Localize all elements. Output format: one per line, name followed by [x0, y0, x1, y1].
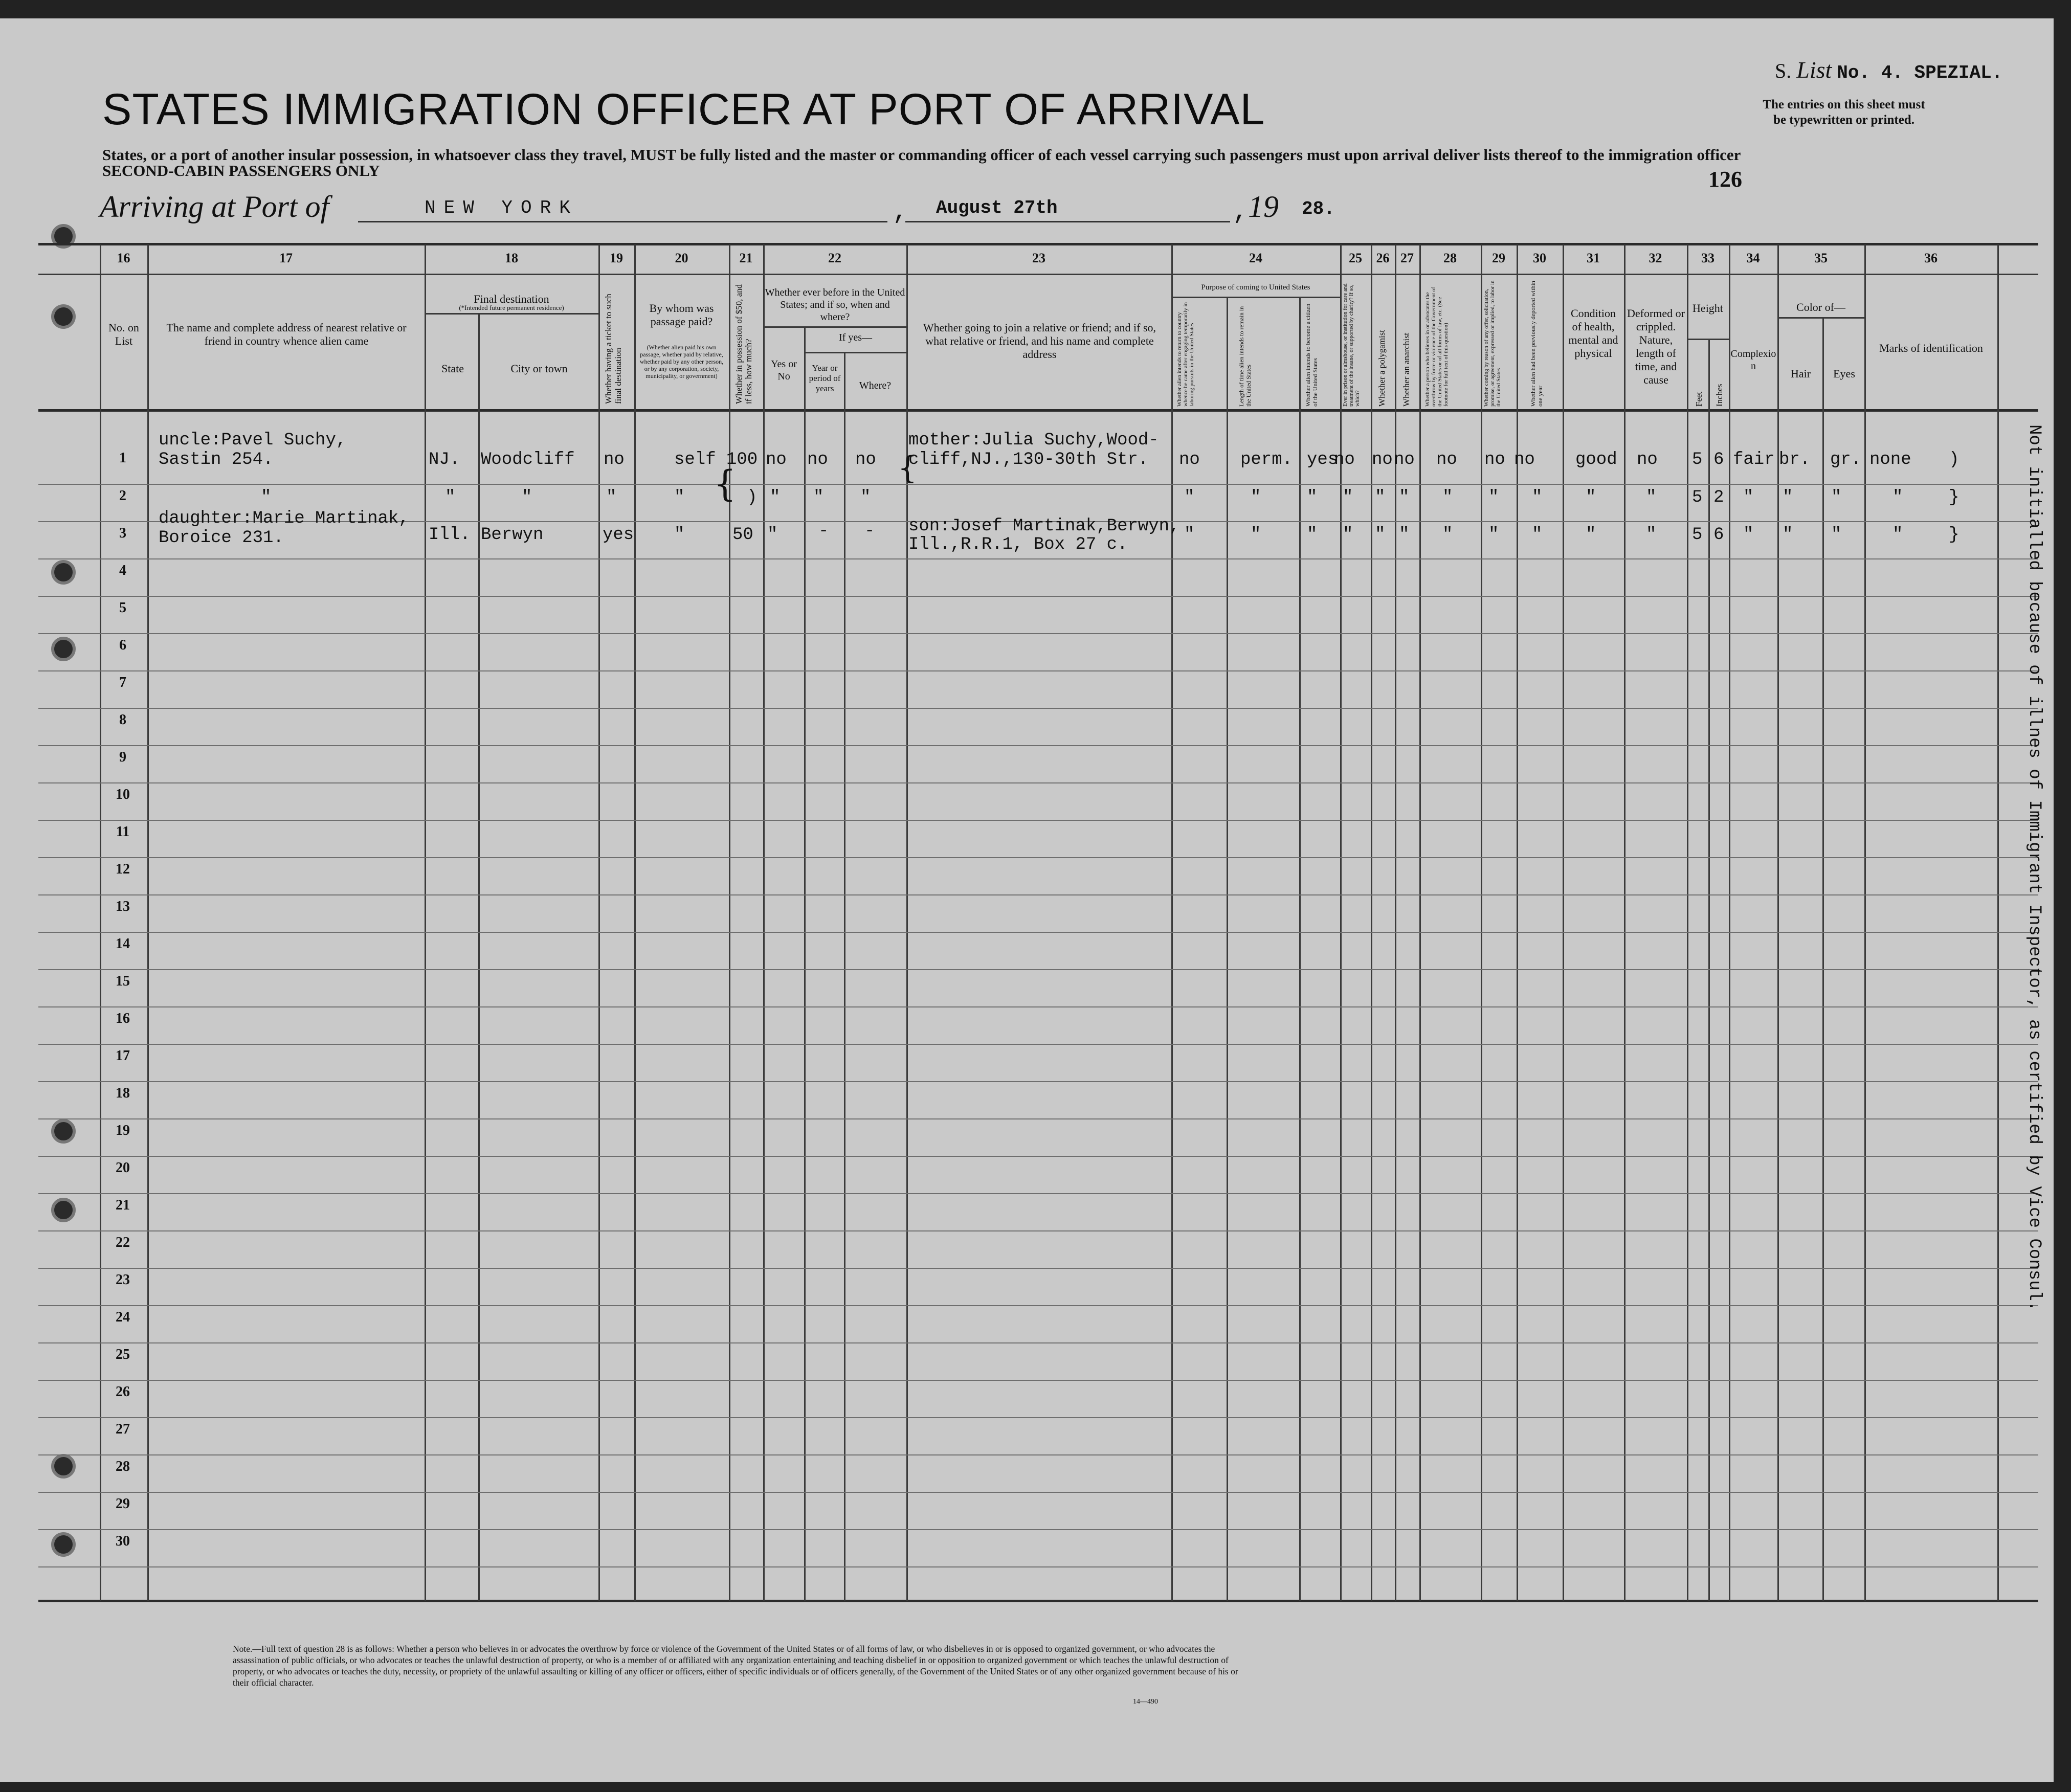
header-instruction: States, or a port of another insular possession, in whatsoever class they travel, MUST be fully listed and the master or commanding officer of each vessel carrying such passengers must upon arrival deliver lists thereof to the immigration officer — [102, 146, 1741, 164]
header-ticket: Whether having a ticket to such final destination — [604, 294, 623, 404]
scan-border-top — [0, 0, 2071, 18]
header-prison: Ever in prison or almshouse, or institution for care and treatment of the insane, or supported by charity? If so, which? — [1342, 283, 1361, 407]
entry-length-stay: " — [1251, 525, 1261, 545]
port-value: NEW YORK — [425, 197, 578, 218]
col-num: 18 — [505, 251, 518, 265]
row-number: 30 — [116, 1533, 130, 1549]
entry-joining-line1: mother:Julia Suchy,Wood- — [908, 431, 1159, 450]
entry-deported: " — [1532, 488, 1543, 507]
row-rule — [38, 1230, 2038, 1231]
col-rule — [1687, 244, 1688, 1601]
row-rule — [38, 1006, 2038, 1007]
entry-polygamist: no — [1372, 450, 1393, 469]
entry-health: good — [1575, 450, 1617, 469]
row-number: 19 — [116, 1123, 130, 1138]
entry-city: Berwyn — [481, 525, 544, 545]
year-suffix: 28. — [1302, 198, 1335, 219]
row-number: 6 — [119, 637, 126, 653]
row-rule — [38, 894, 2038, 895]
entry-before-where: - — [864, 522, 875, 541]
row-rule — [38, 558, 2038, 559]
list-number — [1775, 56, 2002, 83]
col-num: 30 — [1533, 251, 1546, 265]
row-rule — [38, 969, 2038, 970]
row-number: 14 — [116, 936, 130, 952]
col-rule — [147, 244, 149, 1601]
col-num: 21 — [739, 251, 753, 265]
entry-joining-line2: cliff,NJ.,130-30th Str. — [908, 450, 1149, 469]
col-num: 32 — [1649, 251, 1662, 265]
col-rule — [1171, 244, 1173, 1601]
entry-deformed: no — [1637, 450, 1658, 469]
entry-deformed: " — [1646, 525, 1657, 545]
header-citizen: Whether alien intends to become a citizen of the United States — [1304, 303, 1319, 407]
row-number: 27 — [116, 1421, 130, 1437]
entry-relative-line2: Sastin 254. — [159, 450, 274, 469]
entry-question-29: " — [1488, 488, 1499, 507]
entry-relative-line2: Boroice 231. — [159, 528, 284, 548]
col-num: 24 — [1249, 251, 1262, 265]
entry-eyes: " — [1831, 488, 1842, 507]
header-deformed: Deformed or crippled. Nature, length of time, and cause — [1627, 307, 1685, 386]
date-line — [905, 221, 1230, 222]
entry-before-year: " — [813, 488, 824, 507]
punch-hole — [51, 304, 76, 329]
entry-anarchist: " — [1399, 525, 1410, 545]
entry-paid-by: " — [674, 488, 685, 507]
col-num: 17 — [279, 251, 293, 265]
row-number: 20 — [116, 1160, 130, 1176]
row-number: 24 — [116, 1309, 130, 1325]
header-city: City or town — [510, 362, 568, 375]
punch-hole — [51, 1532, 76, 1557]
header-passage-note: (Whether alien paid his own passage, whether paid by relative, whether paid by any other person, or by any corporation, society, municipality, or government) — [639, 344, 724, 379]
col-num: 34 — [1746, 251, 1760, 265]
col-num: 20 — [675, 251, 688, 265]
header-final-destination: Final destination — [474, 293, 549, 305]
comma: , — [1233, 197, 1249, 227]
entry-marks: " — [1892, 525, 1903, 545]
entry-complexion: " — [1743, 488, 1754, 507]
bracket-mark: } — [1949, 525, 1959, 545]
entry-question-29: no — [1484, 450, 1505, 469]
col-rule — [1624, 244, 1625, 1601]
entry-state: NJ. — [429, 450, 460, 469]
list-value: No. 4. SPEZIAL. — [1837, 62, 2003, 83]
scan-border-right — [2054, 0, 2071, 1792]
entry-before: no — [766, 450, 787, 469]
entry-feet: 5 — [1692, 450, 1703, 469]
col-num: 16 — [117, 251, 130, 265]
entry-citizen: " — [1307, 488, 1318, 507]
ever-before-sub-rule — [763, 326, 906, 328]
entry-complexion: fair — [1733, 450, 1775, 469]
row-rule — [38, 633, 2038, 634]
entry-city: " — [522, 488, 532, 507]
row-rule — [38, 1529, 2038, 1530]
col-rule — [425, 244, 426, 1601]
header-class: SECOND-CABIN PASSENGERS ONLY — [102, 162, 380, 180]
header-if-yes: If yes— — [839, 332, 872, 343]
entry-prison: " — [1343, 525, 1353, 545]
header-joining: Whether going to join a relative or friend; and if so, what relative or friend, and his name and complete address — [923, 321, 1156, 361]
year-prefix: 19 — [1248, 190, 1279, 223]
row-rule — [38, 1044, 2038, 1045]
list-prefix: S. — [1775, 59, 1792, 82]
row-number: 9 — [119, 749, 126, 765]
col-rule — [1997, 244, 1999, 1601]
row-rule — [38, 932, 2038, 933]
port-line — [358, 221, 887, 222]
row-number: 10 — [116, 787, 130, 802]
entry-inches: 6 — [1713, 450, 1724, 469]
height-sub-rule — [1687, 339, 1729, 340]
col-rule — [1227, 297, 1228, 1601]
header-anarchist: Whether an anarchist — [1401, 332, 1411, 407]
header-question-29: Whether coming by reason of any offer, solicitation, promise, or agreement, expressed or implied, to labor in the United States — [1483, 280, 1502, 407]
col-num: 36 — [1924, 251, 1938, 265]
row-rule — [38, 484, 2038, 485]
row-rule — [38, 782, 2038, 783]
row-rule — [38, 1268, 2038, 1269]
header-relative: The name and complete address of nearest relative or friend in country whence alien came — [166, 321, 407, 347]
header-marks: Marks of identification — [1879, 342, 1983, 354]
if-yes-sub-rule — [804, 352, 906, 353]
entry-feet: 5 — [1692, 488, 1703, 507]
punch-hole — [51, 1454, 76, 1479]
row-rule — [38, 857, 2038, 858]
entry-eyes: gr. — [1830, 450, 1862, 469]
entry-relative-line1: uncle:Pavel Suchy, — [159, 431, 347, 450]
header-passage-paid: By whom was passage paid? — [649, 302, 714, 328]
entry-anarchist: no — [1394, 450, 1415, 469]
entry-polygamist: " — [1375, 525, 1386, 545]
col-rule — [763, 244, 765, 1601]
entry-before-where: " — [860, 488, 871, 507]
col-num: 27 — [1400, 251, 1414, 265]
purpose-sub-rule — [1171, 297, 1340, 298]
column-number-rule — [38, 274, 2038, 275]
entry-complexion: " — [1743, 525, 1754, 545]
bracket-mark: } — [1949, 488, 1959, 507]
header-deported: Whether alien had been previously deported within one year — [1529, 281, 1544, 407]
entry-paid-by: " — [674, 525, 685, 545]
punch-hole — [51, 1119, 76, 1144]
row-rule — [38, 745, 2038, 746]
row-number: 22 — [116, 1235, 130, 1250]
row-number: 3 — [119, 525, 126, 541]
row-number: 2 — [119, 488, 126, 504]
entry-length-stay: perm. — [1240, 450, 1293, 469]
table-bottom-rule — [38, 1600, 2038, 1602]
row-number: 4 — [119, 563, 126, 578]
bracket-mark: { — [898, 450, 918, 486]
row-rule — [38, 1380, 2038, 1381]
row-number: 7 — [119, 675, 126, 690]
arriving-label: Arriving at Port of — [100, 190, 329, 223]
entry-citizen: " — [1307, 525, 1318, 545]
entry-paid-by: self — [674, 450, 716, 469]
entry-health: " — [1586, 525, 1596, 545]
entry-question-29: " — [1488, 525, 1499, 545]
header-eyes: Eyes — [1833, 367, 1855, 380]
col-num: 26 — [1376, 251, 1390, 265]
header-yes-no: Yes or No — [771, 359, 797, 382]
entry-citizen: yes — [1307, 450, 1339, 469]
typewritten-notice: The entries on this sheet must be typewritten or printed. — [1763, 98, 1925, 127]
entry-inches: 2 — [1713, 488, 1724, 507]
entry-hair: " — [1783, 525, 1793, 545]
col-num: 31 — [1587, 251, 1600, 265]
row-rule — [38, 670, 2038, 671]
col-num: 33 — [1701, 251, 1714, 265]
row-number: 12 — [116, 861, 130, 877]
col-num: 29 — [1492, 251, 1505, 265]
col-rule — [1517, 244, 1518, 1601]
row-rule — [38, 1417, 2038, 1418]
list-label: List — [1796, 57, 1832, 83]
punch-hole — [51, 560, 76, 585]
header-question-28: Whether a person who believes in or advocates the overthrow by force or violence of the Government of the United States or of all forms of law, etc. (See footnote for full text of this question) — [1424, 287, 1449, 407]
entry-return-temp: no — [1179, 450, 1200, 469]
header-length-stay: Length of time alien intends to remain in the United States — [1238, 306, 1252, 407]
header-height: Height — [1693, 302, 1723, 315]
col-num: 28 — [1443, 251, 1457, 265]
col-rule — [1371, 244, 1372, 1601]
header-polygamist: Whether a polygamist — [1377, 329, 1387, 407]
inspector-note-line2: as certified by Vice Consul. — [2024, 1019, 2044, 1312]
header-where: Where? — [859, 380, 892, 391]
header-feet: Feet — [1694, 391, 1704, 407]
row-number: 26 — [116, 1384, 130, 1400]
row-number: 16 — [116, 1011, 130, 1026]
row-rule — [38, 1193, 2038, 1194]
header-purpose: Purpose of coming to United States — [1201, 283, 1310, 292]
col-rule — [906, 244, 908, 1601]
destination-sub-rule — [425, 313, 598, 315]
col-num: 35 — [1814, 251, 1828, 265]
col-num: 19 — [610, 251, 623, 265]
entry-money: 50 — [732, 525, 753, 545]
footnote-question-28: Note.—Full text of question 28 is as follows: Whether a person who believes in or advocates the overthrow by force or violence of the Government of the United States or of all forms of law, or who disbelieves in or is opposed to organized government, or who advocates the assassination of public officials, or who advocates or teaches the unlawful destruction of property, or who is a member of or affiliated with any organization entertaining and teaching disbelief in or opposition to organized government or which teaches the unlawful destruction of property, or who advocates or teaches the duty, necessity, or propriety of the unlawful assaulting or killing of any officer or officers, either of specific individuals or of officers generally, of the Government of the United States or of any other organized government because of his or their official character. — [233, 1644, 1238, 1688]
col-rule — [1729, 244, 1730, 1601]
page-title: STATES IMMIGRATION OFFICER AT PORT OF ARRIVAL — [102, 85, 1265, 134]
form-number: 14—490 — [1133, 1698, 1158, 1706]
row-rule — [38, 596, 2038, 597]
entry-relative-line1: daughter:Marie Martinak, — [159, 509, 409, 528]
header-state: State — [441, 362, 464, 375]
punch-hole — [51, 1198, 76, 1222]
header-ever-before: Whether ever before in the United States; and if so, when and where? — [765, 287, 905, 323]
header-hair: Hair — [1790, 367, 1811, 380]
col-rule — [1864, 244, 1866, 1601]
entry-health: " — [1586, 488, 1596, 507]
entry-feet: 5 — [1692, 525, 1703, 545]
row-rule — [38, 1566, 2038, 1567]
row-rule — [38, 820, 2038, 821]
color-sub-rule — [1777, 317, 1864, 319]
entry-before-year: - — [818, 522, 829, 541]
entry-joining-line2: Ill.,R.R.1, Box 27 c. — [908, 535, 1128, 554]
header-color: Color of— — [1796, 301, 1845, 313]
col-rule — [1419, 244, 1421, 1601]
bracket-mark: ) — [747, 488, 758, 507]
col-rule — [1340, 244, 1342, 1601]
entry-hair: " — [1783, 488, 1793, 507]
col-rule — [1822, 317, 1824, 1601]
col-rule — [1563, 244, 1564, 1601]
row-number: 5 — [119, 600, 126, 616]
col-num: 25 — [1349, 251, 1362, 265]
col-rule — [729, 244, 730, 1601]
entry-inches: 6 — [1713, 525, 1724, 545]
entry-question-28: " — [1442, 525, 1453, 545]
row-rule — [38, 1118, 2038, 1119]
row-number: 1 — [119, 450, 126, 466]
inspector-note — [2024, 424, 2044, 1311]
header-fifty-dollars: Whether in possession of $50, and if less, how much? — [734, 284, 753, 404]
col-rule — [598, 244, 600, 1601]
header-no-on-list: No. on List — [108, 321, 139, 347]
entry-deported: " — [1532, 525, 1543, 545]
col-rule — [804, 326, 806, 1601]
entry-hair: br. — [1779, 450, 1811, 469]
entry-prison: " — [1343, 488, 1353, 507]
entry-ticket: " — [606, 488, 617, 507]
row-rule — [38, 708, 2038, 709]
entry-state: Ill. — [429, 525, 471, 545]
col-rule — [478, 313, 480, 1601]
header-destination-note: (*Intended future permanent residence) — [459, 304, 564, 311]
entry-marks: none — [1869, 450, 1911, 469]
entry-before-where: no — [855, 450, 876, 469]
entry-ticket: no — [604, 450, 625, 469]
header-return-temp: Whether alien intends to return to country whence he came after engaging temporarily in laboring pursuits in the United States — [1176, 302, 1195, 407]
entry-state: " — [445, 488, 456, 507]
entry-city: Woodcliff — [481, 450, 575, 469]
entry-before: " — [770, 488, 781, 507]
brace-mark: { — [714, 463, 737, 505]
entry-relative-line1: " — [261, 488, 272, 507]
entry-deformed: " — [1646, 488, 1657, 507]
row-number: 18 — [116, 1085, 130, 1101]
col-rule — [1481, 244, 1482, 1601]
entry-prison: no — [1334, 450, 1355, 469]
comma: , — [893, 197, 908, 227]
entry-marks: " — [1892, 488, 1903, 507]
header-complexion: Complexion — [1730, 348, 1776, 372]
entry-return-temp: " — [1184, 525, 1195, 545]
row-rule — [38, 1305, 2038, 1306]
table-top-rule — [38, 243, 2038, 245]
row-rule — [38, 1492, 2038, 1493]
col-rule — [634, 244, 636, 1601]
row-rule — [38, 1081, 2038, 1082]
entry-eyes: " — [1831, 525, 1842, 545]
col-num: 23 — [1032, 251, 1045, 265]
row-rule — [38, 1454, 2038, 1455]
entry-polygamist: " — [1375, 488, 1386, 507]
entry-question-28: " — [1442, 488, 1453, 507]
header-health: Condition of health, mental and physical — [1568, 307, 1618, 360]
row-number: 15 — [116, 973, 130, 989]
entry-return-temp: " — [1184, 488, 1195, 507]
row-number: 8 — [119, 712, 126, 728]
entry-ticket: yes — [603, 525, 634, 545]
row-number: 23 — [116, 1272, 130, 1288]
row-number: 11 — [116, 824, 130, 840]
col-num: 22 — [828, 251, 841, 265]
row-number: 13 — [116, 899, 130, 914]
col-rule — [1777, 244, 1779, 1601]
entry-money: 100 — [726, 450, 758, 469]
col-rule — [844, 352, 845, 1601]
entry-before-year: no — [807, 450, 828, 469]
bracket-mark: ) — [1949, 450, 1959, 469]
entry-joining-line1: son:Josef Martinak,Berwyn, — [908, 517, 1180, 536]
scan-border-bottom — [0, 1782, 2071, 1792]
row-number: 17 — [116, 1048, 130, 1064]
header-bottom-rule — [38, 409, 2038, 412]
row-number: 29 — [116, 1496, 130, 1512]
row-rule — [38, 1156, 2038, 1157]
punch-hole — [51, 637, 76, 661]
entry-length-stay: " — [1251, 488, 1261, 507]
entry-anarchist: " — [1399, 488, 1410, 507]
entry-question-28: no — [1436, 450, 1457, 469]
row-rule — [38, 1342, 2038, 1343]
header-year: Year or period of years — [809, 363, 841, 393]
col-rule — [1395, 244, 1396, 1601]
row-number: 21 — [116, 1197, 130, 1213]
inspector-note-line1: Not initialled because of illnes of Immigrant Inspector, — [2024, 424, 2044, 1009]
row-number: 25 — [116, 1347, 130, 1362]
arrival-date: August 27th — [936, 197, 1058, 218]
row-number: 28 — [116, 1459, 130, 1474]
col-rule — [1299, 297, 1301, 1601]
entry-before: " — [767, 525, 778, 545]
entry-deported: no — [1514, 450, 1535, 469]
header-inches: Inches — [1714, 384, 1724, 407]
page-number: 126 — [1708, 167, 1742, 192]
